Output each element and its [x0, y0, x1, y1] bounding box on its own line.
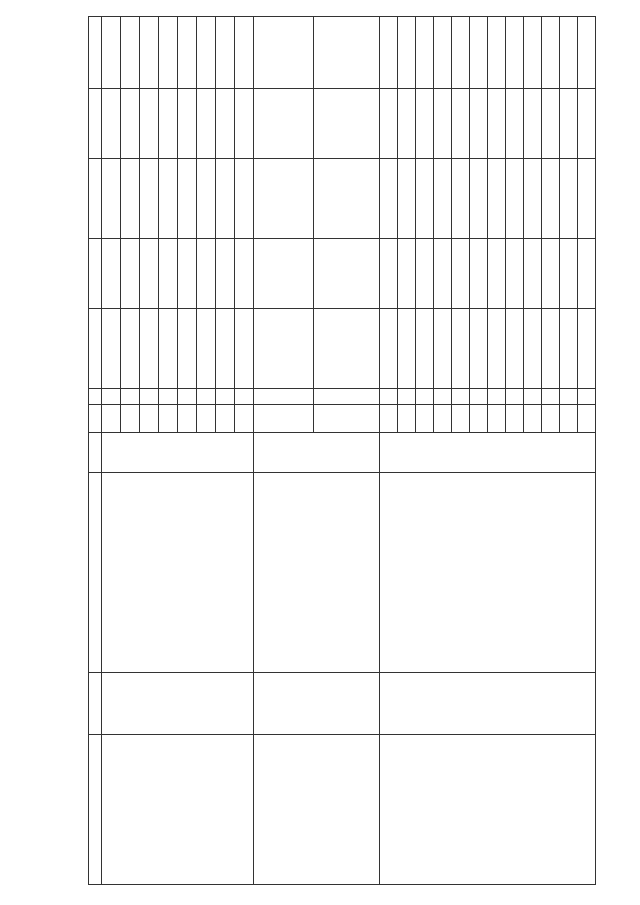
value-cell — [560, 89, 578, 159]
value-cell — [380, 17, 398, 89]
value-cell — [560, 389, 578, 405]
value-cell — [197, 159, 216, 239]
value-cell — [178, 89, 197, 159]
year-cell — [235, 405, 254, 433]
value-cell — [542, 17, 560, 89]
value-cell — [314, 159, 380, 239]
year-cell — [121, 405, 140, 433]
value-cell — [380, 389, 398, 405]
value-cell — [488, 89, 506, 159]
column-number — [89, 159, 102, 239]
value-cell — [506, 89, 524, 159]
year-cell — [560, 405, 578, 433]
value-cell — [452, 159, 470, 239]
value-cell — [121, 159, 140, 239]
value-cell — [434, 159, 452, 239]
value-cell — [578, 389, 596, 405]
table-row — [254, 17, 314, 885]
value-cell — [524, 389, 542, 405]
year-cell — [380, 405, 398, 433]
value-cell — [178, 159, 197, 239]
value-cell — [398, 17, 416, 89]
value-cell — [140, 17, 159, 89]
value-cell — [314, 89, 380, 159]
value-cell — [102, 89, 121, 159]
value-cell — [121, 17, 140, 89]
value-cell — [578, 309, 596, 389]
value-cell — [524, 309, 542, 389]
column-number — [89, 735, 102, 885]
value-cell — [416, 239, 434, 309]
value-cell — [470, 89, 488, 159]
value-cell — [102, 389, 121, 405]
value-cell — [470, 389, 488, 405]
value-cell — [524, 89, 542, 159]
column-number — [89, 309, 102, 389]
column-number — [89, 673, 102, 735]
value-cell — [178, 239, 197, 309]
value-cell — [235, 17, 254, 89]
description-cell — [102, 473, 254, 673]
value-cell — [488, 389, 506, 405]
year-cell — [542, 405, 560, 433]
value-cell — [121, 309, 140, 389]
value-cell — [434, 309, 452, 389]
value-cell — [216, 89, 235, 159]
value-cell — [254, 159, 314, 239]
value-cell — [560, 239, 578, 309]
value-cell — [506, 389, 524, 405]
unit-cell — [254, 433, 380, 473]
value-cell — [235, 239, 254, 309]
value-cell — [159, 17, 178, 89]
column-number — [89, 17, 102, 89]
value-cell — [506, 309, 524, 389]
value-cell — [380, 309, 398, 389]
value-cell — [140, 389, 159, 405]
value-cell — [470, 17, 488, 89]
value-cell — [452, 389, 470, 405]
value-cell — [434, 17, 452, 89]
value-cell — [140, 159, 159, 239]
value-cell — [235, 389, 254, 405]
value-cell — [416, 159, 434, 239]
indicator-name-cell — [102, 735, 254, 885]
indicator-name-cell — [254, 735, 380, 885]
value-cell — [398, 239, 416, 309]
year-cell — [159, 405, 178, 433]
value-cell — [102, 159, 121, 239]
value-cell — [560, 159, 578, 239]
value-cell — [235, 89, 254, 159]
value-cell — [216, 239, 235, 309]
value-cell — [121, 389, 140, 405]
value-cell — [398, 309, 416, 389]
value-cell — [314, 17, 380, 89]
value-cell — [102, 17, 121, 89]
value-cell — [416, 309, 434, 389]
year-cell — [102, 405, 121, 433]
value-cell — [488, 159, 506, 239]
value-cell — [140, 309, 159, 389]
value-cell — [235, 159, 254, 239]
column-number — [89, 433, 102, 473]
value-cell — [470, 159, 488, 239]
value-cell — [254, 89, 314, 159]
value-cell — [159, 309, 178, 389]
description-cell — [254, 473, 380, 673]
value-cell — [506, 239, 524, 309]
value-cell — [542, 159, 560, 239]
value-cell — [398, 89, 416, 159]
value-cell — [416, 89, 434, 159]
column-number — [89, 405, 102, 433]
value-cell — [178, 389, 197, 405]
value-cell — [452, 17, 470, 89]
year-cell — [470, 405, 488, 433]
value-cell — [159, 239, 178, 309]
description-cell — [380, 473, 596, 673]
indicator-name-cell — [380, 735, 596, 885]
value-cell — [159, 159, 178, 239]
value-cell — [380, 239, 398, 309]
column-number-row — [89, 17, 102, 885]
value-cell — [542, 389, 560, 405]
value-cell — [542, 89, 560, 159]
table-row — [102, 17, 121, 885]
value-cell — [398, 389, 416, 405]
value-cell — [102, 239, 121, 309]
year-cell — [416, 405, 434, 433]
value-cell — [197, 239, 216, 309]
value-cell — [254, 389, 314, 405]
year-cell — [452, 405, 470, 433]
value-cell — [416, 389, 434, 405]
column-number — [89, 389, 102, 405]
value-cell — [542, 309, 560, 389]
value-cell — [560, 309, 578, 389]
value-cell — [140, 239, 159, 309]
value-cell — [452, 239, 470, 309]
value-cell — [434, 389, 452, 405]
executor-cell — [254, 673, 380, 735]
indicator-table-body — [89, 17, 596, 885]
value-cell — [216, 17, 235, 89]
column-number — [89, 473, 102, 673]
value-cell — [254, 309, 314, 389]
value-cell — [470, 239, 488, 309]
year-cell — [398, 405, 416, 433]
year-cell — [178, 405, 197, 433]
value-cell — [578, 17, 596, 89]
value-cell — [524, 239, 542, 309]
value-cell — [578, 159, 596, 239]
value-cell — [506, 159, 524, 239]
value-cell — [380, 159, 398, 239]
value-cell — [470, 309, 488, 389]
value-cell — [216, 309, 235, 389]
value-cell — [159, 389, 178, 405]
value-cell — [314, 239, 380, 309]
value-cell — [452, 309, 470, 389]
value-cell — [314, 309, 380, 389]
value-cell — [178, 17, 197, 89]
column-number — [89, 239, 102, 309]
value-cell — [159, 89, 178, 159]
value-cell — [140, 89, 159, 159]
value-cell — [506, 17, 524, 89]
value-cell — [178, 309, 197, 389]
value-cell — [216, 389, 235, 405]
value-cell — [542, 239, 560, 309]
table-row — [380, 17, 398, 885]
value-cell — [197, 389, 216, 405]
value-cell — [452, 89, 470, 159]
value-cell — [197, 17, 216, 89]
year-cell — [524, 405, 542, 433]
value-cell — [314, 389, 380, 405]
value-cell — [254, 17, 314, 89]
value-cell — [216, 159, 235, 239]
value-cell — [488, 17, 506, 89]
year-cell — [578, 405, 596, 433]
value-cell — [197, 89, 216, 159]
value-cell — [578, 239, 596, 309]
year-cell — [140, 405, 159, 433]
value-cell — [254, 239, 314, 309]
value-cell — [121, 239, 140, 309]
executor-cell — [380, 673, 596, 735]
value-cell — [434, 89, 452, 159]
year-cell — [254, 405, 314, 433]
year-cell — [314, 405, 380, 433]
column-number — [89, 89, 102, 159]
indicator-table — [88, 16, 596, 885]
value-cell — [102, 309, 121, 389]
executor-cell — [102, 673, 254, 735]
value-cell — [434, 239, 452, 309]
year-cell — [488, 405, 506, 433]
value-cell — [416, 17, 434, 89]
value-cell — [578, 89, 596, 159]
value-cell — [121, 89, 140, 159]
unit-cell — [102, 433, 254, 473]
year-cell — [506, 405, 524, 433]
value-cell — [197, 309, 216, 389]
year-cell — [216, 405, 235, 433]
unit-cell — [380, 433, 596, 473]
value-cell — [488, 309, 506, 389]
value-cell — [398, 159, 416, 239]
value-cell — [235, 309, 254, 389]
value-cell — [524, 159, 542, 239]
year-cell — [197, 405, 216, 433]
value-cell — [524, 17, 542, 89]
value-cell — [560, 17, 578, 89]
year-cell — [434, 405, 452, 433]
value-cell — [380, 89, 398, 159]
value-cell — [488, 239, 506, 309]
